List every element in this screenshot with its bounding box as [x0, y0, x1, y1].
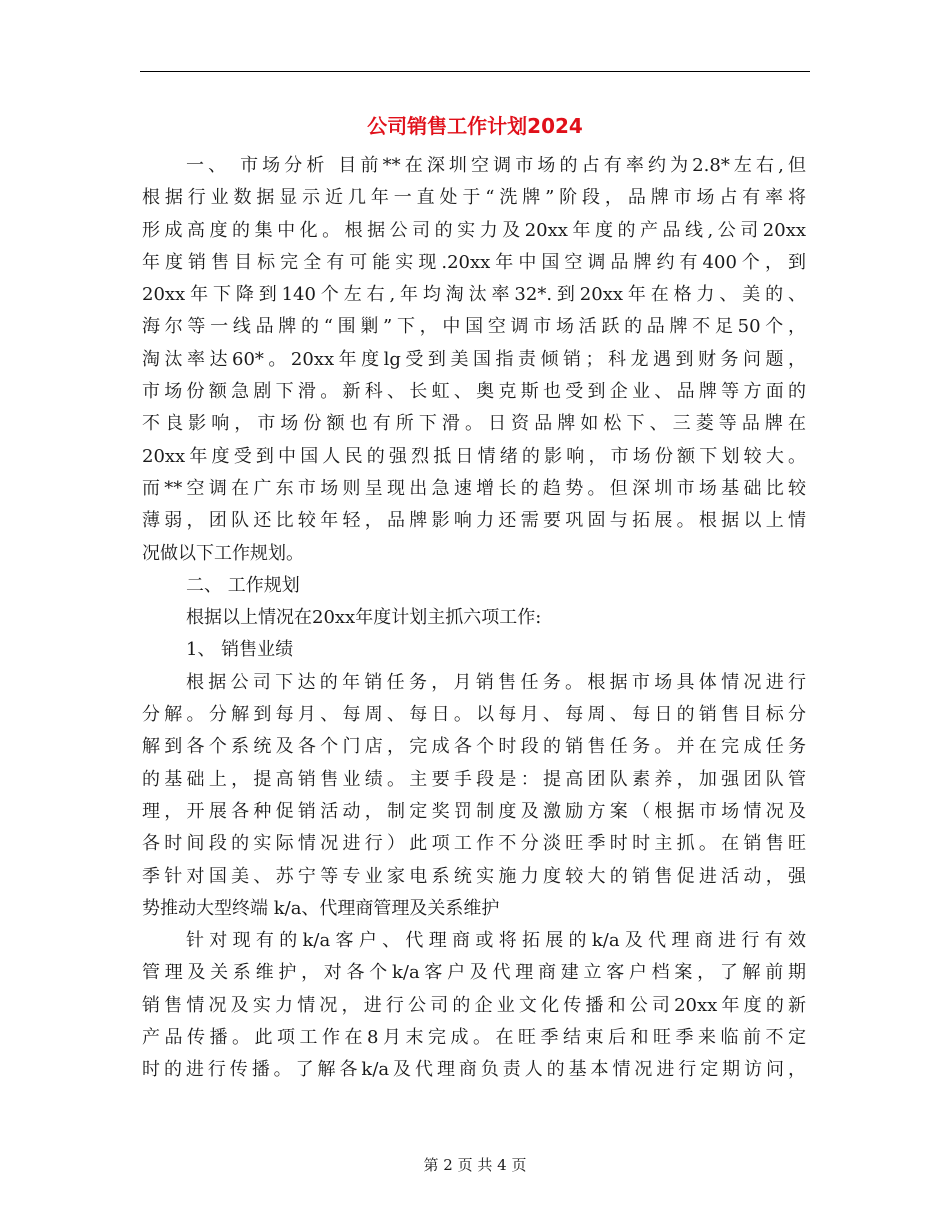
paragraph-line: 20xx年下降到140个左右,年均淘汰率32*.到20xx年在格力、美的、 — [142, 284, 806, 306]
paragraph-line: 管理及关系维护，对各个k/a客户及代理商建立客户档案，了解前期 — [142, 962, 806, 984]
paragraph-line: 不良影响，市场份额也有所下滑。日资品牌如松下、三菱等品牌在 — [142, 413, 806, 435]
document-title: 公司销售工作计划2024 — [367, 114, 583, 138]
paragraph-line: 理，开展各种促销活动，制定奖罚制度及激励方案（根据市场情况及 — [142, 800, 806, 822]
paragraph-line: 解到各个系统及各个门店，完成各个时段的销售任务。并在完成任务 — [142, 736, 806, 758]
paragraph-line: 淘汰率达60*。20xx年度lg受到美国指责倾销；科龙遇到财务问题， — [142, 348, 806, 370]
paragraph-line: 销售情况及实力情况，进行公司的企业文化传播和公司20xx年度的新 — [142, 994, 806, 1016]
paragraph-line: 形成高度的集中化。根据公司的实力及20xx年度的产品线,公司20xx — [142, 219, 806, 241]
paragraph-line: 针对现有的k/a客户、代理商或将拓展的k/a及代理商进行有效 — [186, 930, 806, 952]
paragraph-line: 根据行业数据显示近几年一直处于“洗牌”阶段，品牌市场占有率将 — [142, 187, 806, 209]
paragraph-line: 时的进行传播。了解各k/a及代理商负责人的基本情况进行定期访问， — [142, 1059, 806, 1081]
paragraph-line: 季针对国美、苏宁等专业家电系统实施力度较大的销售促进活动，强 — [142, 865, 806, 887]
paragraph-line: 而**空调在广东市场则呈现出急速增长的趋势。但深圳市场基础比较 — [142, 477, 806, 499]
document-body — [142, 150, 806, 1087]
page-number-footer: 第 2 页 共 4 页 — [423, 1156, 527, 1174]
paragraph-line: 薄弱，团队还比较年轻，品牌影响力还需要巩固与拓展。根据以上情 — [142, 510, 806, 532]
header-rule — [140, 71, 810, 72]
paragraph-line: 市场份额急剧下滑。新科、长虹、奥克斯也受到企业、品牌等方面的 — [142, 381, 806, 403]
subsection-heading: 1、 销售业绩 — [186, 639, 294, 661]
section-heading: 二、 工作规划 — [186, 574, 300, 596]
paragraph-line: 势推动大型终端 k/a、代理商管理及关系维护 — [142, 897, 500, 919]
paragraph-line: 根据公司下达的年销任务，月销售任务。根据市场具体情况进行 — [186, 671, 806, 693]
paragraph-line: 根据以上情况在20xx年度计划主抓六项工作: — [186, 607, 542, 629]
paragraph-line: 海尔等一线品牌的“围剿”下，中国空调市场活跃的品牌不足50个， — [142, 316, 806, 338]
paragraph-line: 产品传播。此项工作在8月末完成。在旺季结束后和旺季来临前不定 — [142, 1027, 806, 1049]
paragraph-line: 20xx年度受到中国人民的强烈抵日情绪的影响，市场份额下划较大。 — [142, 445, 806, 467]
paragraph-line: 年度销售目标完全有可能实现.20xx年中国空调品牌约有400个，到 — [142, 251, 806, 273]
paragraph-line: 分解。分解到每月、每周、每日。以每月、每周、每日的销售目标分 — [142, 704, 806, 726]
paragraph-line: 的基础上，提高销售业绩。主要手段是：提高团队素养，加强团队管 — [142, 768, 806, 790]
paragraph-line: 况做以下工作规划。 — [142, 542, 304, 564]
paragraph-line: 一、 市场分析 目前**在深圳空调市场的占有率约为2.8*左右,但 — [186, 155, 806, 176]
paragraph-line: 各时间段的实际情况进行）此项工作不分淡旺季时时主抓。在销售旺 — [142, 833, 806, 855]
